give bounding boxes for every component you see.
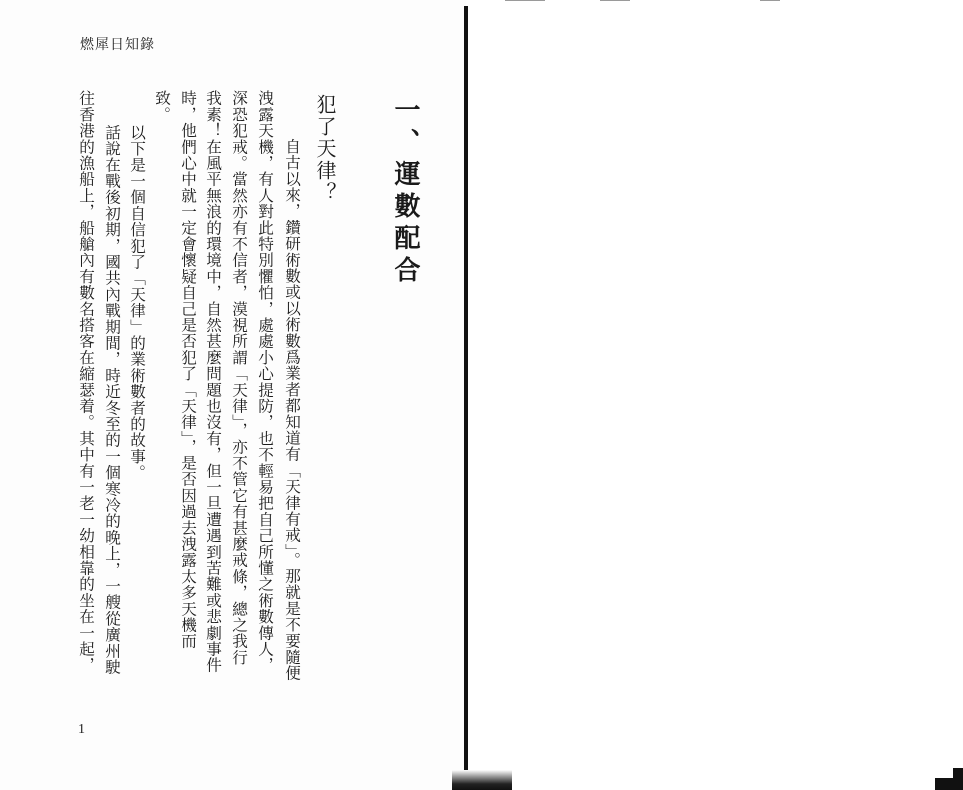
chapter-title: 一、運數配合: [390, 96, 420, 288]
body-line: 往香港的漁船上，船艙內有數名搭客在縮瑟着。其中有一老一幼相靠的坐在一起，: [77, 90, 95, 674]
scan-artifact: [760, 0, 780, 1]
body-line: 以下是一個自信犯了「天律」的業術數者的故事。: [128, 108, 146, 481]
scan-artifact: [505, 0, 545, 1]
body-line: 話說在戰後初期，國共內戰期間，時近冬至的一個寒冷的晚上，一艘從廣州駛: [103, 108, 121, 675]
body-line: 致。: [153, 90, 171, 123]
gutter-shadow: [452, 770, 512, 790]
scan-artifact: [600, 0, 630, 1]
body-line: 我素！在風平無浪的環境中，自然甚麼問題也沒有，但一旦遭遇到苦難或悲劇事件: [204, 90, 222, 674]
running-header: 燃犀日知錄: [80, 37, 155, 53]
body-line: 深恐犯戒。當然亦有不信者，漠視所謂「天律」，亦不管它有甚麼戒條，總之我行: [230, 90, 248, 666]
book-gutter: [464, 6, 468, 790]
left-page: [0, 0, 466, 790]
page-number: 1: [78, 722, 85, 737]
body-line: 時，他們心中就一定會懷疑自己是否犯了「天律」，是否因過去洩露太多天機而: [179, 90, 197, 650]
scan-corner-mark: [935, 778, 963, 790]
body-line: 自古以來，鑽研術數或以術數爲業者都知道有「天律有戒」。那就是不要隨便: [283, 122, 301, 682]
section-title: 犯了天律？: [313, 94, 337, 204]
body-line: 洩露天機，有人對此特別懼怕，處處小心提防，也不輕易把自己所懂之術數傳人，: [256, 90, 274, 674]
